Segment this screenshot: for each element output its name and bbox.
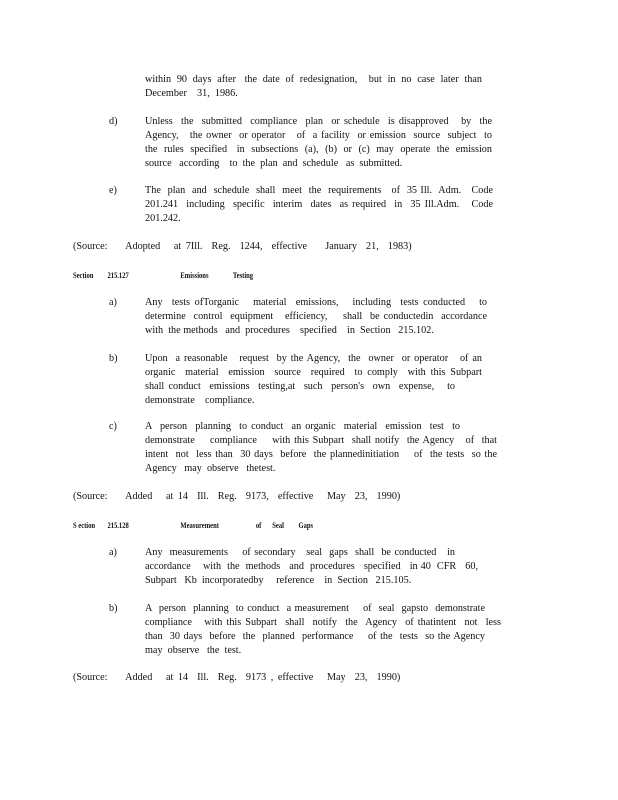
text-line: source according to the plan and schedule as submitted. — [145, 158, 403, 169]
text-line: The plan and schedule shall meet the requirements of 35 Ill. Adm. Code — [145, 185, 493, 196]
item-label-c: c) — [109, 421, 117, 432]
text-line: intent not less than 30 days before the plannedinitiation of the tests so the — [145, 449, 497, 460]
text-line: Any tests ofTorganic material emissions, including tests conducted to — [145, 297, 487, 308]
section-heading-215-127 — [73, 270, 253, 282]
text-line: Agency may observe thetest. — [145, 463, 276, 474]
item-e-paragraph — [145, 184, 493, 226]
text-line: than 30 days before the planned performance of the tests so the Agency — [145, 631, 485, 642]
item-label-a: a) — [109, 297, 117, 308]
item-a-paragraph — [145, 546, 478, 588]
section-title: Gaps — [298, 521, 314, 530]
section-word: S ection — [73, 521, 96, 530]
section-number: 215.128 — [107, 521, 129, 530]
source-note: (Source: Adopted at 7Ill. Reg. 1244, effective January 21, 1983) — [73, 241, 412, 252]
section-title: Measurement — [180, 521, 219, 530]
section-heading-215-128 — [73, 520, 313, 532]
item-label-b: b) — [109, 353, 118, 364]
item-a-paragraph — [145, 296, 487, 338]
section-number: 215.127 — [107, 271, 129, 280]
text-line: Subpart Kb incorporatedby reference in Section 215.105. — [145, 575, 412, 586]
text-line: compliance with this Subpart shall notify the Agency of thatintent not less — [145, 617, 501, 628]
source-note: (Source: Added at 14 Ill. Reg. 9173, effective May 23, 1990) — [73, 491, 401, 502]
text-line: shall conduct emissions testing,at such person's own expense, to — [145, 381, 455, 392]
text-line: with the methods and procedures specified in Section 215.102. — [145, 325, 434, 336]
text-line: Any measurements of secondary seal gaps shall be conducted in — [145, 547, 455, 558]
text-line: December 31, 1986. — [145, 88, 238, 99]
text-line: demonstrate compliance. — [145, 395, 255, 406]
item-label-a: a) — [109, 547, 117, 558]
text-line: A person planning to conduct a measurement of seal gapsto demonstrate — [145, 603, 485, 614]
source-note: (Source: Added at 14 Ill. Reg. 9173 , effective May 23, 1990) — [73, 672, 401, 683]
item-label-b: b) — [109, 603, 118, 614]
section-title: Emissions — [180, 271, 209, 280]
item-d-paragraph — [145, 115, 492, 171]
text-line: 201.242. — [145, 213, 181, 224]
item-label-e: e) — [109, 185, 117, 196]
text-line: the rules specified in subsections (a), (b) or (c) may operate the emission — [145, 144, 492, 155]
text-line: organic material emission source required to comply with this Subpart — [145, 367, 482, 378]
text-line: within 90 days after the date of redesignation, but in no case later than — [145, 74, 482, 85]
continuation-paragraph — [145, 73, 482, 101]
text-line: Agency, the owner or operator of a facility or emission source subject to — [145, 130, 492, 141]
text-line: Upon a reasonable request by the Agency, the owner or operator of an — [145, 353, 482, 364]
section-title: Seal — [272, 521, 284, 530]
text-line: demonstrate compliance with this Subpart shall notify the Agency of that — [145, 435, 497, 446]
text-line: 201.241 including specific interim dates as required in 35 Ill.Adm. Code — [145, 199, 493, 210]
item-label-d: d) — [109, 116, 118, 127]
item-b-paragraph — [145, 602, 501, 658]
text-line: accordance with the methods and procedures specified in 40 CFR 60, — [145, 561, 478, 572]
text-line: Unless the submitted compliance plan or schedule is disapproved by the — [145, 116, 492, 127]
text-line: A person planning to conduct an organic material emission test to — [145, 421, 460, 432]
section-title: of — [255, 521, 262, 530]
section-word: Section — [73, 271, 94, 280]
section-title: Testing — [232, 271, 254, 280]
text-line: determine control equipment efficiency, shall be conductedin accordance — [145, 311, 487, 322]
item-c-paragraph — [145, 420, 497, 476]
text-line: may observe the test. — [145, 645, 242, 656]
item-b-paragraph — [145, 352, 482, 408]
